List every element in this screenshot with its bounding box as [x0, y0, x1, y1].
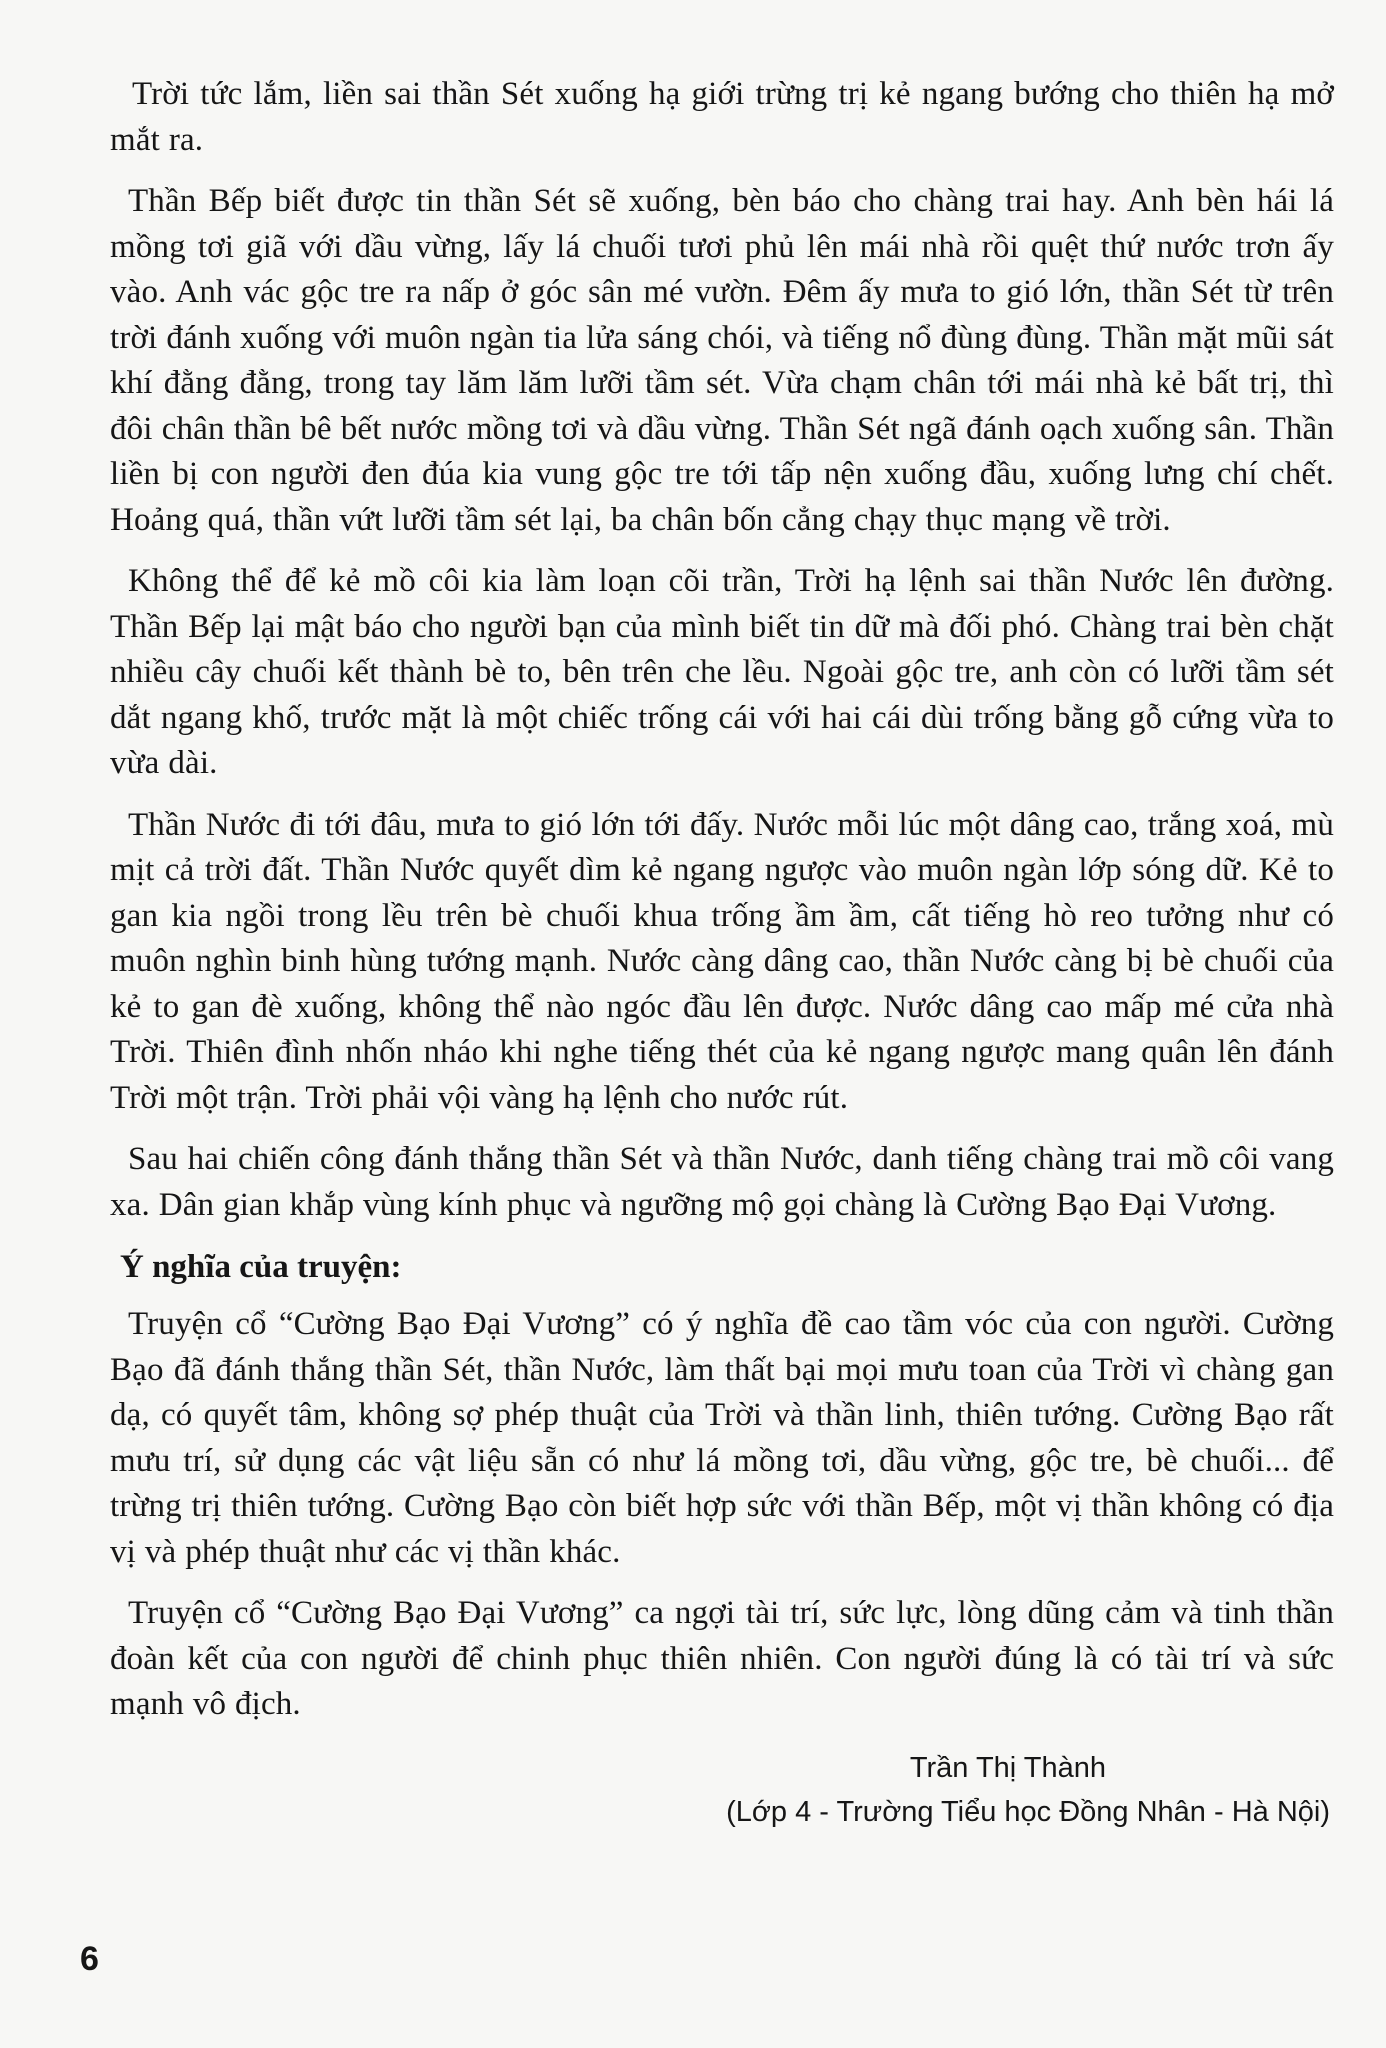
author-school: (Lớp 4 - Trường Tiểu học Đồng Nhân - Hà Nội) [726, 1795, 1330, 1828]
meaning-heading: Ý nghĩa của truyện: [120, 1249, 402, 1285]
meaning-paragraph-2: Truyện cổ “Cường Bạo Đại Vương” ca ngợi tài trí, sức lực, lòng dũng cảm và tinh thần đoàn kết của con người để chinh phục thiên nhiên. Con người đúng là có tài trí và sức mạnh vô địch. [110, 1595, 1334, 1722]
story-paragraph-2: Thần Bếp biết được tin thần Sét sẽ xuống, bèn báo cho chàng trai hay. Anh bèn hái lá mồng tơi giã với dầu vừng, lấy lá chuối tươi phủ lên mái nhà rồi quệt thứ nước trơn ấy vào. Anh vác gộc tre ra nấp ở góc sân mé vườn. Đêm ấy mưa to gió lớn, thần Sét từ trên trời đánh xuống với muôn ngàn tia lửa sáng chói, và tiếng nổ đùng đùng. Thần mặt mũi sát khí đằng đằng, trong tay lăm lăm lưỡi tầm sét. Vừa chạm chân tới mái nhà kẻ bất trị, thì đôi chân thần bê bết nước mồng tơi và dầu vừng. Thần Sét ngã đánh oạch xuống sân. Thần liền bị con người đen đúa kia vung gộc tre tới tấp nện xuống đầu, xuống lưng chí chết. Hoảng quá, thần vứt lưỡi tầm sét lại, ba chân bốn cẳng chạy thục mạng về trời. [110, 183, 1334, 538]
author-name: Trần Thị Thành [909, 1751, 1106, 1784]
meaning-paragraph-1: Truyện cổ “Cường Bạo Đại Vương” có ý nghĩa đề cao tầm vóc của con người. Cường Bạo đã đánh thắng thần Sét, thần Nước, làm thất bại mọi mưu toan của Trời vì chàng gan dạ, có quyết tâm, không sợ phép thuật của Trời và thần linh, thiên tướng. Cường Bạo rất mưu trí, sử dụng các vật liệu sẵn có như lá mồng tơi, dầu vừng, gộc tre, bè chuối... để trừng trị thiên tướng. Cường Bạo còn biết hợp sức với thần Bếp, một vị thần không có địa vị và phép thuật như các vị thần khác. [110, 1306, 1334, 1570]
story-paragraph-4: Thần Nước đi tới đâu, mưa to gió lớn tới đấy. Nước mỗi lúc một dâng cao, trắng xoá, mù mịt cả trời đất. Thần Nước quyết dìm kẻ ngang ngược vào muôn ngàn lớp sóng dữ. Kẻ to gan kia ngồi trong lều trên bè chuối khua trống ầm ầm, cất tiếng hò reo tưởng như có muôn nghìn binh hùng tướng mạnh. Nước càng dâng cao, thần Nước càng bị bè chuối của kẻ to gan đè xuống, không thể nào ngóc đầu lên được. Nước dâng cao mấp mé cửa nhà Trời. Thiên đình nhốn nháo khi nghe tiếng thét của kẻ ngang ngược mang quân lên đánh Trời một trận. Trời phải vội vàng hạ lệnh cho nước rút. [110, 806, 1334, 1116]
signature-block [110, 1746, 1334, 1834]
page-number: 6 [80, 1940, 99, 1978]
story-paragraph-1: Trời tức lắm, liền sai thần Sét xuống hạ giới trừng trị kẻ ngang bướng cho thiên hạ mở mắt ra. [110, 76, 1334, 158]
story-paragraph-5: Sau hai chiến công đánh thắng thần Sét và thần Nước, danh tiếng chàng trai mồ côi vang xa. Dân gian khắp vùng kính phục và ngưỡng mộ gọi chàng là Cường Bạo Đại Vương. [110, 1141, 1334, 1223]
story-paragraph-3: Không thể để kẻ mồ côi kia làm loạn cõi trần, Trời hạ lệnh sai thần Nước lên đường. Thần Bếp lại mật báo cho người bạn của mình biết tin dữ mà đối phó. Chàng trai bèn chặt nhiều cây chuối kết thành bè to, bên trên che lều. Ngoài gộc tre, anh còn có lưỡi tầm sét dắt ngang khố, trước mặt là một chiếc trống cái với hai cái dùi trống bằng gỗ cứng vừa to vừa dài. [110, 563, 1334, 781]
